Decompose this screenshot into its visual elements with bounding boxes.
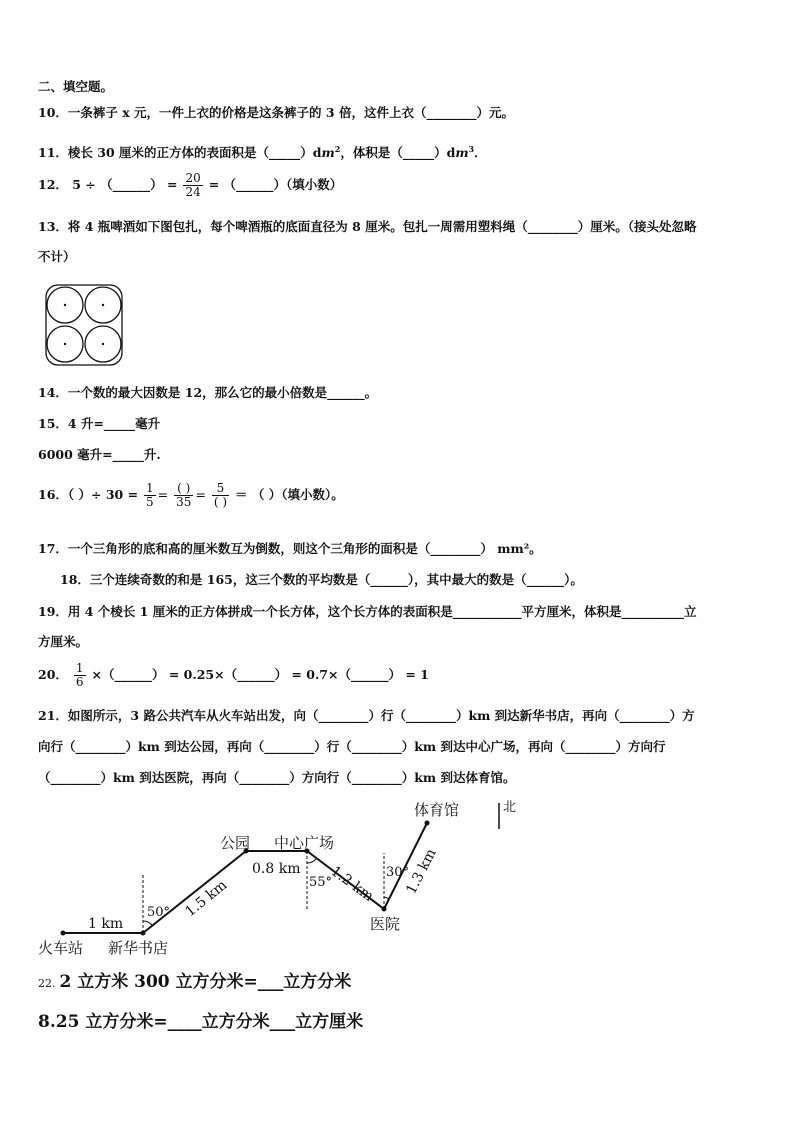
q11-sup-3: 3 — [468, 144, 475, 154]
map-label-dist-1: 1 km — [88, 916, 124, 932]
q20-numerator: 1 — [75, 661, 84, 675]
q22-text-1: 2 立方米 300 立方分米=___立方分米 — [59, 972, 352, 992]
q16-f3-numerator: 5 — [212, 482, 229, 496]
question-22-line2: 8.25 立方分米=____立方分米___立方厘米 — [38, 1012, 364, 1032]
q11-text-b: ，体积是（_____）d — [340, 145, 456, 161]
q16-f1-numerator: 1 — [146, 481, 154, 495]
q11-unit-m3: m — [455, 145, 469, 161]
question-11 — [38, 140, 487, 162]
question-21-line1: 21．如图所示，3 路公共汽车从火车站出发，向（________）行（________）km 到达新华书店，再向（________）方 — [38, 708, 695, 723]
bus-route-map — [30, 793, 550, 963]
question-18: 18．三个连续奇数的和是 165，这三个数的平均数是（______），其中最大的数是（______）。 — [60, 572, 583, 587]
map-label-station: 火车站 — [38, 939, 84, 957]
q22-number: 22. — [38, 977, 56, 990]
q16-f3-denominator: ( ) — [213, 495, 228, 509]
q12-denominator: 24 — [185, 185, 201, 199]
map-label-hospital: 医院 — [370, 915, 401, 933]
q16-pre: 16．（ ）÷ 30 = — [38, 487, 139, 502]
map-label-park: 公园 — [220, 834, 251, 852]
q12-post: = （______）（填小数） — [208, 177, 343, 192]
map-label-north: 北 — [503, 800, 517, 815]
q12-fraction — [183, 172, 202, 199]
q16-fraction-2 — [174, 482, 193, 509]
q20-post: ×（______） = 0.25×（______） = 0.7×（______） = 1 — [91, 667, 429, 682]
q11-text-a: 11．棱长 30 厘米的正方体的表面积是（_____）d — [38, 145, 322, 161]
q20-pre: 20． — [38, 667, 68, 682]
map-label-dist-13: 1.3 km — [403, 846, 440, 897]
map-label-dist-12: 1.2 km — [327, 863, 377, 905]
q12-pre: 12． 5 ÷ （______） = — [38, 177, 178, 192]
map-label-dist-15: 1.5 km — [182, 877, 231, 921]
map-label-dist-08: 0.8 km — [252, 861, 301, 877]
q16-fraction-3 — [212, 482, 229, 509]
q16-post: ＝ （ ）（填小数）。 — [235, 487, 344, 502]
section-title: 二、填空题。 — [38, 79, 114, 94]
question-10: 10．一条裤子 x 元，一件上衣的价格是这条裤子的 3 倍，这件上衣（________）元。 — [38, 105, 514, 120]
question-19-line2: 方厘米。 — [38, 634, 89, 649]
question-16: 16．（ ）÷ 30 = $\frac{1}{5}$ = $\frac{( )}{35}$ = $\frac{5}{( )}$ ＝ （ ）（填小数）。 — [38, 481, 344, 509]
map-label-stadium: 体育馆 — [414, 801, 460, 819]
question-17: 17．一个三角形的底和高的厘米数互为倒数，则这个三角形的面积是（________） mm²。 — [38, 541, 542, 556]
question-15-line2: 6000 毫升=_____升. — [38, 447, 161, 462]
q11-sup-2: 2 — [334, 144, 341, 154]
map-label-angle-55: 55° — [309, 875, 333, 890]
question-22-line1 — [38, 970, 351, 994]
q16-fraction-1 — [144, 482, 156, 509]
bottle-bundle-figure — [44, 283, 126, 369]
q12-numerator: 20 — [185, 171, 201, 185]
question-15-line1: 15．4 升=_____毫升 — [38, 416, 161, 431]
question-19-line1: 19．用 4 个棱长 1 厘米的正方体拼成一个长方体，这个长方体的表面积是___________平方厘米，体积是__________立 — [38, 604, 697, 619]
question-13-line2: 不计） — [38, 249, 76, 264]
question-21-line3: （________）km 到达医院，再向（________）方向行（________）km 到达体育馆。 — [38, 770, 516, 785]
q20-denominator: 6 — [75, 675, 84, 689]
map-label-angle-30: 30° — [386, 865, 410, 880]
q16-f1-denominator: 5 — [146, 495, 154, 509]
question-14: 14．一个数的最大因数是 12，那么它的最小倍数是______。 — [38, 385, 378, 400]
question-13-line1: 13．将 4 瓶啤酒如下图包扎，每个啤酒瓶的底面直径为 8 厘米。包扎一周需用塑料绳（________）厘米。（接头处忽略 — [38, 219, 697, 234]
q16-f2-numerator: ( ) — [174, 482, 193, 496]
map-label-center: 中心广场 — [274, 834, 335, 852]
q16-f2-denominator: 35 — [176, 495, 192, 509]
question-21-line2: 向行（________）km 到达公园，再向（________）行（________）km 到达中心广场，再向（________）方向行 — [38, 739, 666, 754]
q11-unit-m2: m — [321, 145, 335, 161]
question-12 — [38, 172, 342, 199]
q20-fraction — [74, 662, 86, 689]
q11-text-c: ． — [474, 145, 487, 161]
map-label-bookstore: 新华书店 — [108, 939, 169, 957]
map-label-angle-50: 50° — [147, 905, 171, 920]
question-20 — [38, 662, 429, 689]
